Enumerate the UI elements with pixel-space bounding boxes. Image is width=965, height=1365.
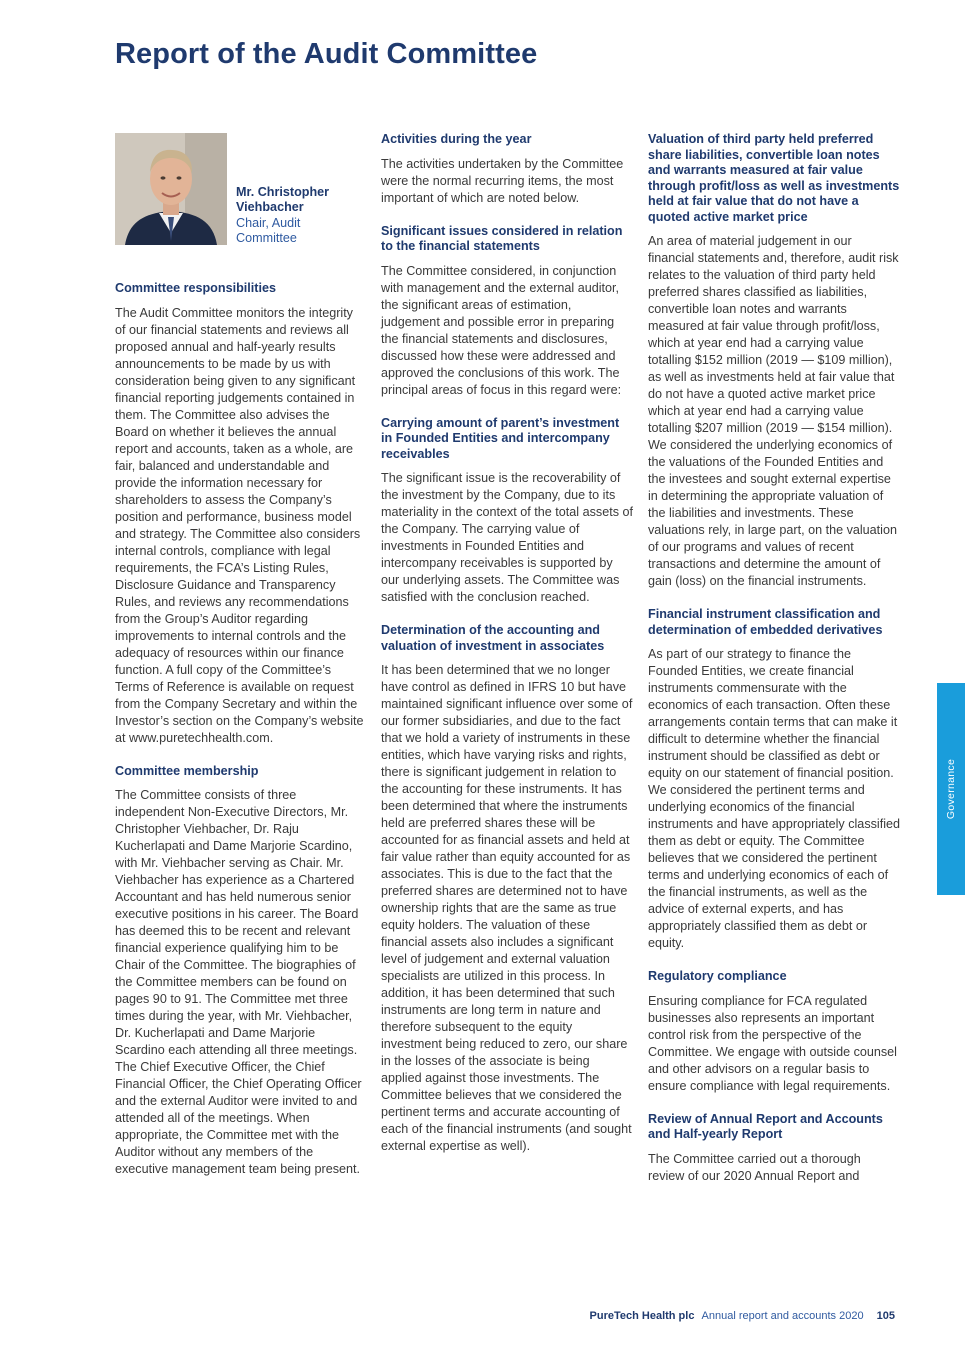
column-left	[115, 281, 365, 1195]
portrait-photo	[115, 133, 227, 245]
section-heading: Committee responsibilities	[115, 281, 276, 295]
profile-caption	[236, 185, 356, 246]
column-middle	[381, 132, 633, 1172]
section-heading: Regulatory compliance	[648, 969, 787, 983]
section-paragraph: The activities undertaken by the Committee were the normal recurring items, the most important of which are noted below.	[381, 156, 624, 205]
section-paragraph: The Committee consists of three independent Non-Executive Directors, Mr. Christopher Viehbacher, Dr. Raju Kucherlapati and Dame Marjorie Scardino, with Mr. Viehbacher serving as Chair. Mr. Viehbacher has experience as a Chartered Accountant and has held numerous senior executive positions in his career. The Board has deemed this to be recent and relevant financial experience qualifying him to be Chair of the Committee. The biographies of the Committee members can be found on pages 90 to 91. The Committee met three times during the year, with Mr. Viehbacher, Dr. Kucherlapati and Dame Marjorie Scardino each attending all three meetings. The Chief Executive Officer, the Chief Financial Officer, the Chief Operating Officer and the external Auditor were invited to and attended all of the meetings. When appropriate, the Committee met with the Auditor without any members of the executive management team being present.	[115, 788, 362, 1176]
section-heading: Determination of the accounting and valuation of investment in associates	[381, 623, 605, 653]
section-heading: Significant issues considered in relation to the financial statements	[381, 223, 623, 253]
section-paragraph: An area of material judgement in our financial statements and, therefore, audit risk relates to the valuation of third party held preferred shares classified as liabilities, convertible loan notes and warrants measured at fair value through profit/loss, which at year end had a carrying value totalling $152 million (2019 — $109 million), as well as investments held at fair value that do not have a quoted active market price which at year end had a carrying value totalling $207 million (2019 — $154 million). We considered the underlying economics of the valuations of the Founded Entities and the investees and sought external expertise in determining the appropriate valuation of the liabilities and investments. These valuations rely, in large part, on the valuation of our programs and values of recent transactions and determine the amount of gain (loss) on the financial instruments.	[648, 234, 899, 588]
page-title: Report of the Audit Committee	[115, 38, 538, 70]
profile-name: Mr. Christopher Viehbacher	[236, 185, 330, 215]
section-paragraph: As part of our strategy to finance the Founded Entities, we create financial instruments commensurate with the economics of each transaction. Often these arrangements contain terms that can make it difficult to determine whether the financial instrument should be classified as debt or equity on our statement of financial position. We considered the pertinent terms and underlying economics of the financial instruments and have appropriately classified them as debt or equity. The Committee believes that we considered the pertinent terms and underlying economics of each of the financial instruments, as well as the advice of external experts, and has appropriately classified them as debt or equity.	[648, 647, 901, 950]
section-heading: Valuation of third party held preferred share liabilities, convertible loan notes and warrants measured at fair value through profit/loss as well as investments held at fair value that do not have a quoted active market price	[648, 132, 900, 224]
section-paragraph: The Committee carried out a thorough review of our 2020 Annual Report and	[648, 1151, 861, 1183]
section-paragraph: The Committee considered, in conjunction with management and the external auditor, the significant areas of estimation, judgement and possible error in preparing the financial statements and disclosures, discussed how these were addressed and approved the conclusions of this work. The principal areas of focus in this regard were:	[381, 263, 622, 397]
section-paragraph: It has been determined that we no longer have control as defined in IFRS 10 but have maintained significant influence over some of our former subsidiaries, and due to the fact that we hold a variety of instruments in these entities, which have varying risks and rights, there is significant judgement in relation to the accounting for these instruments. It has been determined that where the instruments held are preferred shares these will be accounted for as financial assets and held at fair value rather than equity accounted for as associates. This is due to the fact that the preferred shares are determined not to have ownership rights that are the same as true equity holders. The valuation of these financial assets also includes a significant level of judgement and external valuation specialists are utilized in this process. In addition, it has been determined that such instruments are long term in nature and therefore subsequent to the equity investment being reduced to zero, our share in the losses of the associate is being applied against those investments. The Committee believes that we considered the pertinent terms and accurate accounting of each of the financial instruments (and sought external expertise as well).	[381, 663, 633, 1153]
section-heading: Financial instrument classification and determination of embedded derivatives	[648, 607, 883, 637]
section-heading: Carrying amount of parent’s investment in Founded Entities and intercompany receivables	[381, 415, 620, 461]
section-heading: Committee membership	[115, 763, 259, 778]
section-side-tab[interactable]	[937, 683, 965, 895]
section-paragraph: The Audit Committee monitors the integrity of our financial statements and reviews all proposed annual and half-yearly results announcements to be made by us with consideration being given to any significant financial reporting judgements contained in them. The Committee also advises the Board on whether it believes the annual report and accounts, taken as a whole, are fair, balanced and understandable and provide the information necessary for shareholders to assess the Company’s position and performance, business model and strategy. The Committee also considers internal controls, compliance with legal requirements, the FCA’s Listing Rules, Disclosure Guidance and Transparency Rules, and reviews any recommendations from the Group’s Auditor regarding improvements to internal controls and the adequacy of resources within our finance function. A full copy of the Committee’s Terms of Reference is available on request from the Company Secretary and within the Investor’s section on the Company’s website at www.puretechhealth.com.	[115, 305, 364, 745]
column-right	[648, 132, 900, 1202]
page-number: 105	[876, 1310, 895, 1322]
side-tab-label: Governance	[945, 758, 957, 820]
section-heading: Activities during the year	[381, 132, 532, 146]
section-paragraph: Ensuring compliance for FCA regulated businesses also represents an important control risk from the perspective of the Committee. We engage with outside counsel and other advisors on a regular basis to ensure compliance with legal requirements.	[648, 993, 897, 1093]
page-footer	[590, 1310, 895, 1322]
footer-company: PureTech Health plc	[589, 1310, 695, 1322]
section-paragraph: The significant issue is the recoverability of the investment by the Company, due to its materiality in the context of the total assets of the Company. The carrying value of investments in Founded Entities and intercompany receivables is supported by our underlying assets. The Committee was satisfied with the conclusion reached.	[381, 471, 634, 604]
footer-publication: Annual report and accounts 2020	[701, 1310, 864, 1322]
section-heading: Review of Annual Report and Accounts and Half-yearly Report	[648, 1111, 883, 1141]
profile-role: Chair, Audit Committee	[236, 215, 301, 245]
